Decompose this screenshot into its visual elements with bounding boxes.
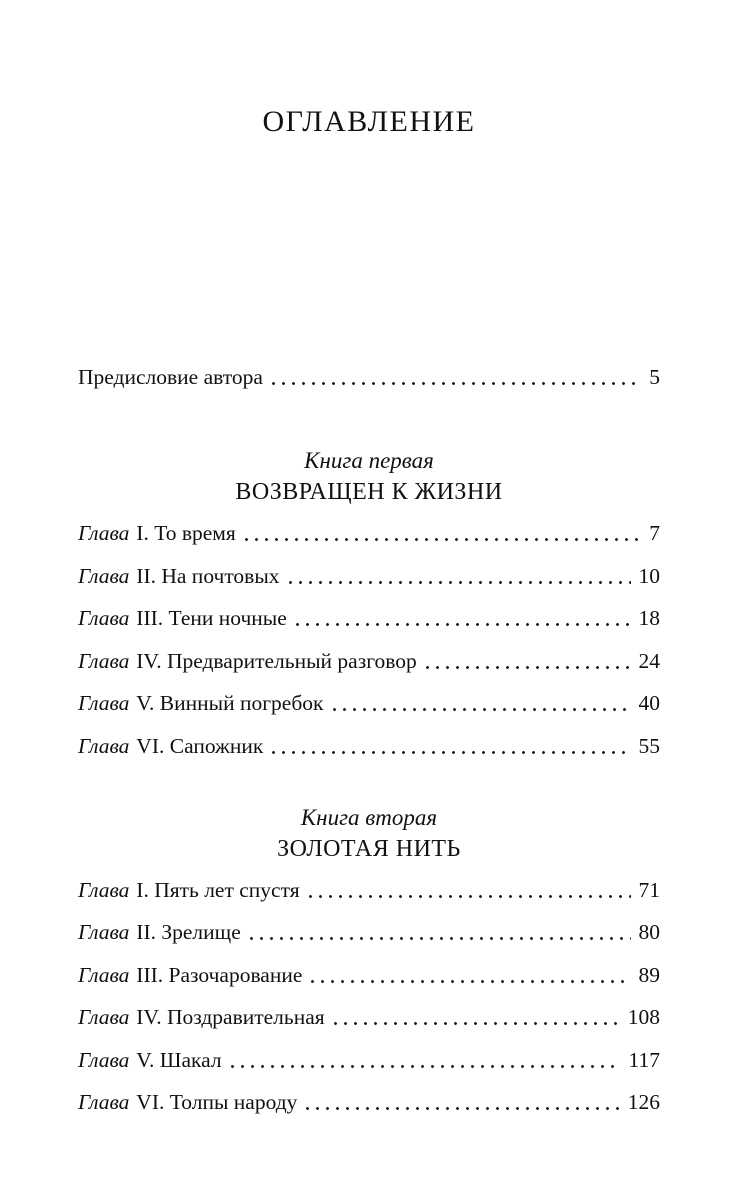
- chapter-word: Глава: [78, 962, 130, 987]
- toc-entry: [78, 648, 660, 674]
- book-name: ВОЗВРАЩЕН К ЖИЗНИ: [235, 479, 503, 505]
- page-number: 108: [627, 1005, 660, 1029]
- chapter-title: IV. Предварительный разговор: [136, 648, 417, 673]
- preface-label: Предисловие автора: [78, 365, 263, 389]
- chapter-word: Глава: [78, 920, 130, 944]
- dot-leader: [245, 538, 641, 541]
- page-number: 10: [638, 563, 660, 588]
- chapter-title: I. То время: [136, 521, 236, 545]
- dot-leader: [334, 1022, 620, 1025]
- chapter-title: II. Зрелище: [136, 920, 241, 944]
- book-section-1: [78, 447, 660, 759]
- page-number: 5: [649, 365, 660, 389]
- chapter-title: III. Разочарование: [136, 962, 303, 987]
- book-heading: [78, 804, 660, 864]
- chapter-title: V. Шакал: [136, 1047, 222, 1072]
- page-number: 71: [638, 877, 660, 902]
- chapter-word: Глава: [78, 1005, 130, 1029]
- book-name: ЗОЛОТАЯ НИТЬ: [277, 835, 461, 862]
- chapter-title: V. Винный погребок: [136, 691, 324, 715]
- page-number: 80: [638, 920, 660, 944]
- toc-entry: [78, 1047, 660, 1073]
- page-number: 7: [649, 521, 660, 545]
- page-number: 40: [638, 691, 660, 715]
- book-entries: [78, 877, 660, 1116]
- chapter-title: III. Тени ночные: [136, 606, 287, 630]
- chapter-title: VI. Толпы народу: [136, 1090, 298, 1114]
- toc-entry: [78, 919, 660, 945]
- book-entries: [78, 520, 660, 759]
- page-number: 117: [628, 1047, 660, 1072]
- chapter-word: Глава: [78, 691, 130, 715]
- dot-leader: [272, 751, 630, 754]
- chapter-title: I. Пять лет спустя: [136, 877, 300, 902]
- toc-entry: [78, 1004, 660, 1030]
- book-number-label: Книга первая: [304, 448, 434, 473]
- toc-entry: [78, 605, 660, 631]
- chapter-title: II. На почтовых: [136, 563, 280, 588]
- dot-leader: [311, 980, 630, 983]
- dot-leader: [333, 708, 631, 711]
- chapter-word: Глава: [78, 877, 130, 902]
- chapter-word: Глава: [78, 1090, 130, 1114]
- page-number: 24: [638, 648, 660, 673]
- toc-entry: [78, 1089, 660, 1115]
- toc-entry: [78, 733, 660, 759]
- toc-entry: [78, 962, 660, 988]
- dot-leader: [296, 623, 631, 626]
- toc-entry: [78, 877, 660, 903]
- page-title: ОГЛАВЛЕНИЕ: [262, 105, 476, 138]
- page-number: 18: [638, 606, 660, 630]
- dot-leader: [426, 666, 631, 669]
- chapter-word: Глава: [78, 563, 130, 588]
- chapter-word: Глава: [78, 648, 130, 673]
- dot-leader: [231, 1065, 621, 1068]
- book-section-2: [78, 804, 660, 1116]
- book-heading: [78, 447, 660, 507]
- chapter-word: Глава: [78, 1047, 130, 1072]
- chapter-word: Глава: [78, 733, 130, 758]
- chapter-word: Глава: [78, 606, 130, 630]
- page-number: 89: [638, 962, 660, 987]
- toc-entry: [78, 520, 660, 546]
- page-number: 126: [627, 1090, 660, 1114]
- dot-leader: [309, 895, 631, 898]
- dot-leader: [289, 581, 631, 584]
- dot-leader: [306, 1107, 619, 1110]
- chapter-word: Глава: [78, 521, 130, 545]
- toc-entry-preface: [78, 364, 660, 390]
- dot-leader: [250, 937, 631, 940]
- chapter-title: VI. Сапожник: [136, 733, 264, 758]
- page-number: 55: [638, 733, 660, 758]
- toc-entry: [78, 563, 660, 589]
- dot-leader: [272, 382, 641, 385]
- toc-entry: [78, 690, 660, 716]
- book-number-label: Книга вторая: [300, 804, 438, 830]
- chapter-title: IV. Поздравительная: [136, 1005, 325, 1029]
